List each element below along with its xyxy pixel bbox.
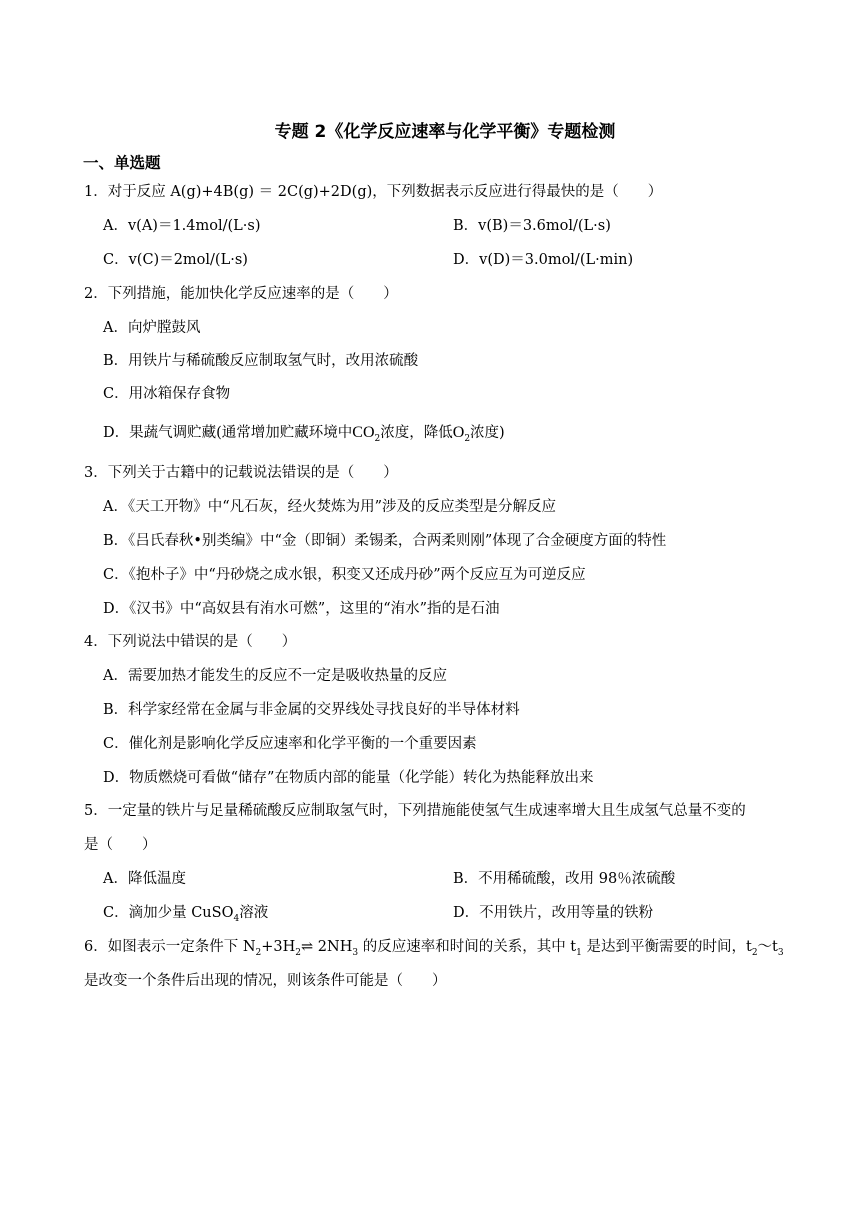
question-1-option-a: A．v(A)＝1.4mol/(L·s): [103, 218, 261, 234]
question-1-option-d: D．v(D)＝3.0mol/(L·min): [453, 252, 634, 268]
question-2-option-c: C．用冰箱保存食物: [103, 386, 231, 402]
question-5-option-a: A．降低温度: [103, 871, 186, 887]
question-5-stem-line-1: 5．一定量的铁片与足量稀硫酸反应制取氢气时，下列措施能使氢气生成速率增大且生成氢气总量不变的: [84, 803, 746, 819]
question-4-stem: 4．下列说法中错误的是（ ）: [84, 634, 297, 650]
question-4-option-d: D．物质燃烧可看做“储存”在物质内部的能量（化学能）转化为热能释放出来: [103, 770, 594, 786]
question-2-stem: 2．下列措施，能加快化学反应速率的是（ ）: [84, 286, 398, 302]
question-1-option-b: B．v(B)＝3.6mol/(L·s): [453, 218, 611, 234]
question-5-option-b: B．不用稀硫酸，改用 98％浓硫酸: [453, 871, 676, 887]
question-3-option-a: A．《天工开物》中“凡石灰，经火焚炼为用”涉及的反应类型是分解反应: [103, 499, 557, 515]
question-2-option-a: A．向炉膛鼓风: [103, 320, 201, 336]
question-3-option-d: D．《汉书》中“高奴县有洧水可燃”，这里的“洧水”指的是石油: [103, 601, 500, 617]
section-heading: 一、单选题: [83, 154, 161, 172]
question-2-option-d: D．果蔬气调贮藏(通常增加贮藏环境中$CO_2$浓度，降低$O_2$浓度): [103, 424, 505, 444]
question-5-option-c: C．滴加少量 CuSO$_4$溶液: [103, 905, 269, 924]
question-3-option-b: B．《吕氏春秋•别类编》中“金（即铜）柔锡柔，合两柔则刚”体现了合金硬度方面的特性: [103, 533, 667, 549]
question-3-stem: 3．下列关于古籍中的记载说法错误的是（ ）: [84, 465, 398, 481]
question-2-option-b: B．用铁片与稀硫酸反应制取氢气时，改用浓硫酸: [103, 353, 419, 369]
question-4-option-a: A．需要加热才能发生的反应不一定是吸收热量的反应: [103, 668, 447, 684]
question-6-stem-line-1: 6．如图表示一定条件下 $N_2+3H_2\rightleftharpoons$ $2NH_3$ 的反应速率和时间的关系，其中 $t_1$ 是达到平衡需要的时间，$t_2\sim t_3$: [84, 939, 784, 958]
question-4-option-b: B．科学家经常在金属与非金属的交界线处寻找良好的半导体材料: [103, 702, 520, 718]
question-4-option-c: C．催化剂是影响化学反应速率和化学平衡的一个重要因素: [103, 736, 477, 752]
question-1-option-c: C．v(C)＝2mol/(L·s): [103, 252, 248, 268]
question-1-stem: 1．对于反应 A(g)+4B(g) ＝ 2C(g)+2D(g)，下列数据表示反应进行得最快的是（ ）: [84, 184, 663, 200]
question-5-stem-line-2: 是（ ）: [84, 837, 157, 853]
document-title: 专题 2《化学反应速率与化学平衡》专题检测: [274, 122, 616, 142]
question-5-option-d: D．不用铁片，改用等量的铁粉: [453, 905, 654, 921]
question-3-option-c: C．《抱朴子》中“丹砂烧之成水银，积变又还成丹砂”两个反应互为可逆反应: [103, 567, 586, 583]
question-6-stem-line-2: 是改变一个条件后出现的情况，则该条件可能是（ ）: [84, 973, 447, 989]
